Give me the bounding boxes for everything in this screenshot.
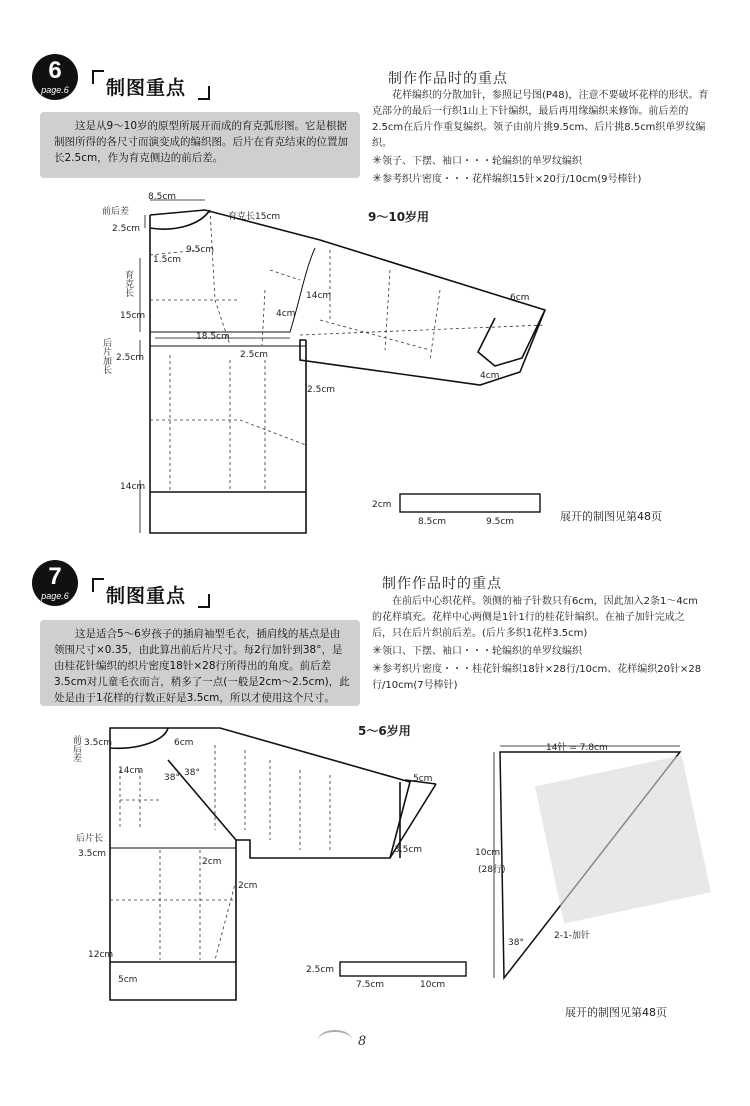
dim-label: 2-1-加针 (554, 931, 590, 941)
dim-label: 8.5cm (418, 517, 447, 527)
dim-label: 9.5cm (486, 517, 515, 527)
making-points-bullet: ✳参考织片密度・・・花样编织15针×20行/10cm(9号棒针) (372, 171, 642, 185)
dim-label: 5cm (118, 975, 138, 985)
dim-label: 后片加长 (101, 338, 111, 374)
dim-label: 7.5cm (356, 980, 385, 990)
making-points-bullet: ✳参考织片密度・・・桂花针编织18针×28行/10cm、花样编织20针×28行/10cm(7号棒针) (372, 661, 702, 691)
pattern-dashed-lines (110, 745, 330, 960)
making-points-paragraph: 花样编织的分散加针，参照记号图(P48)，注意不要破坏花样的形状。育克部分的最后一行织1山上下针编织，最后再用缘编织来修饰。前后差的2.5cm在后片作重复编织。领子由前片挑9.5cm、后片挑8.5cm织单罗纹编织。 (372, 90, 709, 149)
dim-label: 前后差 (102, 207, 130, 217)
section-heading: 制图重点 (106, 585, 187, 607)
making-points-text (372, 594, 702, 694)
dim-label: 18.5cm (196, 332, 230, 342)
drafting-note-text: 这是适合5～6岁孩子的插肩袖型毛衣，插肩线的基点是由领围尺寸×0.35，由此算出前后片尺寸。每2行加针到38°，是由桂花针编织的织片密度18针×28行所得出的角度。前后差3.5cm对儿童毛衣而言，稍多了一点(一般是2cm～2.5cm)，此处是由于1花样的行数正好是3.5cm，所以才使用这个尺寸。 (54, 628, 350, 704)
dim-label: 2cm (202, 857, 222, 867)
dim-label: 9.5cm (186, 245, 215, 255)
dim-label: 14cm (118, 766, 144, 776)
heading-bracket-right (198, 86, 210, 100)
dim-label: 10cm (475, 848, 501, 858)
collar-piece (340, 962, 466, 976)
dim-label: 38° (184, 768, 200, 778)
body-outline (110, 728, 410, 1000)
dim-label: 10cm (420, 980, 446, 990)
collar-piece (400, 494, 540, 512)
dim-label: 育克长 (123, 270, 133, 297)
making-points-title: 制作作品时的重点 (388, 71, 508, 87)
heading-bracket-left (92, 70, 104, 84)
dim-label: 3.5cm (84, 738, 113, 748)
cuff-outline (478, 310, 545, 366)
dim-label: (28行) (478, 865, 506, 875)
making-points-paragraph: 在前后中心织花样。领侧的袖子针数只有6cm，因此加入2条1～4cm的花样填充。花样中心两侧是1针1行的桂花针编织。在袖子加针完成之后，只在后片织前后差。(后片多织1花样3.5cm) (372, 596, 698, 639)
heading-bracket-right (198, 594, 210, 608)
section-heading: 制图重点 (106, 77, 187, 99)
dim-label: 8.5cm (148, 192, 177, 202)
age-label: 9～10岁用 (368, 210, 430, 224)
dim-label: 4cm (276, 309, 296, 319)
section-number-badge (32, 560, 78, 606)
dim-label: 6cm (510, 293, 530, 303)
drafting-note-text: 这是从9～10岁的原型所展开而成的育克弧形图。它是根据制图所得的各尺寸而演变成的编织图。后片在育克结束的位置加长2.5cm，作为育克侧边的前后差。 (54, 120, 348, 164)
drafting-note-box (40, 620, 360, 706)
age-label: 5～6岁用 (358, 724, 411, 738)
drafting-note-box (40, 112, 360, 178)
dim-label: 5cm (413, 774, 433, 784)
asterisk-icon: ✳ (372, 643, 383, 657)
dim-label: 14cm (120, 482, 146, 492)
dim-label: 14针 = 7.8cm (546, 743, 608, 753)
making-points-title: 制作作品时的重点 (382, 576, 502, 592)
yoke-sweater-diagram (0, 180, 750, 540)
pattern-reference: 展开的制图见第48页 (560, 510, 662, 523)
making-points-bullet: ✳领口、下摆、袖口・・・轮编织的单罗纹编织 (372, 643, 583, 657)
dim-label: 15cm (120, 311, 146, 321)
dim-label: 2.5cm (116, 353, 145, 363)
pattern-reference: 展开的制图见第48页 (565, 1006, 667, 1019)
asterisk-icon: ✳ (372, 171, 383, 185)
page-tag: page.6 (41, 85, 69, 95)
dim-label: 4cm (480, 371, 500, 381)
raglan-sweater-diagram (0, 720, 750, 1010)
dim-label: 2cm (372, 500, 392, 510)
dim-label: 2.5cm (306, 965, 335, 975)
dim-label: 2.5cm (240, 350, 269, 360)
dim-label: 2.5cm (112, 224, 141, 234)
dim-label: 38° (508, 938, 524, 948)
dim-label: 2cm (238, 881, 258, 891)
page-ornament (318, 1030, 352, 1050)
page-tag: page.6 (41, 591, 69, 601)
asterisk-icon: ✳ (372, 153, 383, 167)
dim-label: 38° (164, 773, 180, 783)
section-number-badge (32, 54, 78, 100)
dim-label: 12cm (88, 950, 114, 960)
dim-label: 14cm (306, 291, 332, 301)
section-number: 7 (48, 563, 62, 590)
dim-label: 3.5cm (394, 845, 423, 855)
heading-bracket-left (92, 578, 104, 592)
dim-label: 3.5cm (78, 849, 107, 859)
asterisk-icon: ✳ (372, 661, 383, 675)
watermark-seal (535, 755, 711, 923)
dim-label: 2.5cm (307, 385, 336, 395)
dim-label: 前后差 (71, 735, 81, 762)
raglan-line (168, 760, 236, 840)
dim-label: 1.5cm (153, 255, 182, 265)
making-points-bullet: ✳领子、下摆、袖口・・・轮编织的单罗纹编织 (372, 153, 583, 167)
section-number: 6 (48, 57, 62, 84)
dim-label: 后片长 (76, 834, 104, 844)
neck-curve (110, 728, 168, 748)
dim-label: 6cm (174, 738, 194, 748)
page-number: 8 (358, 1034, 367, 1049)
dim-label: 育克长15cm (228, 212, 281, 222)
making-points-text (372, 88, 712, 188)
